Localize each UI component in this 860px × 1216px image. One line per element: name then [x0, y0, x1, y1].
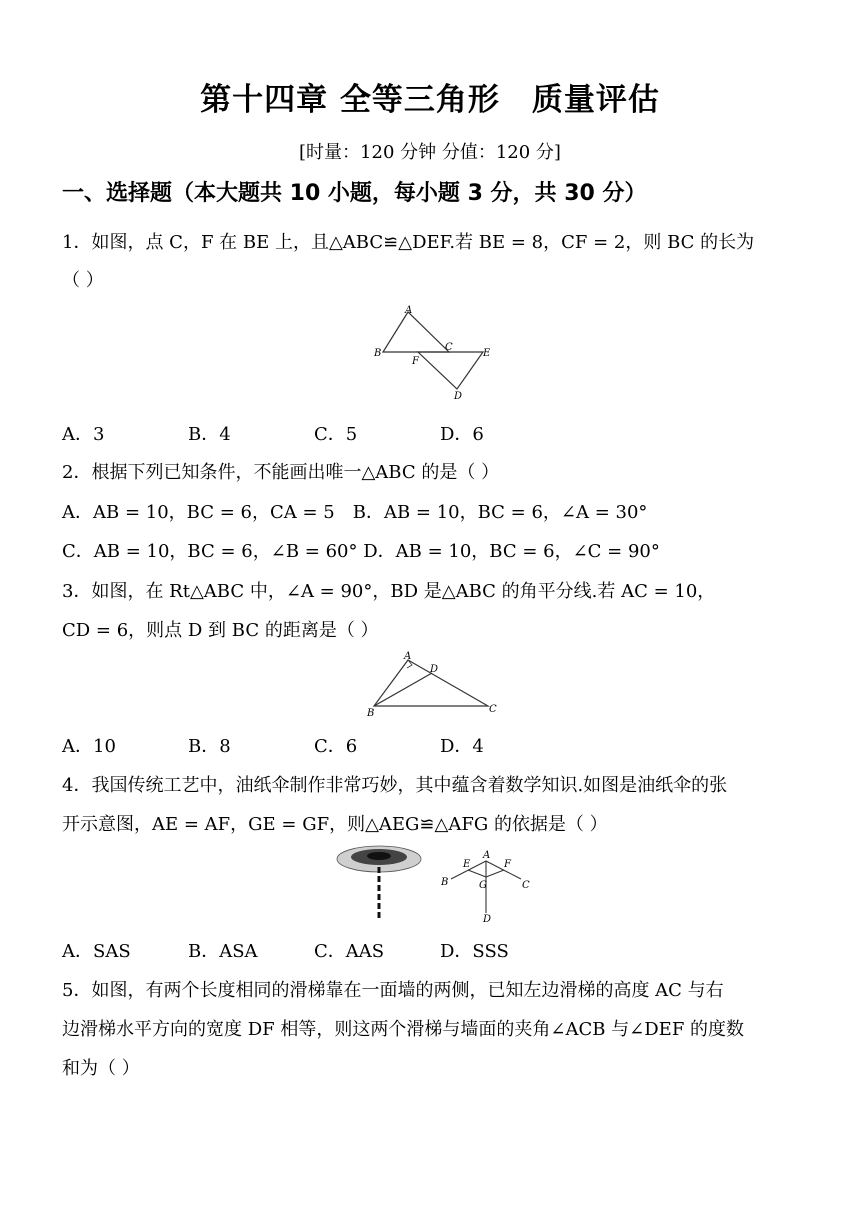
q3-figure: [362, 648, 507, 720]
exam-meta: [时量：120 分钟 分值：120 分]: [299, 142, 561, 163]
q3-stem-line2: CD = 6，则点 D 到 BC 的距离是（ ）: [62, 620, 379, 641]
q4-label-f: F: [504, 859, 511, 870]
q3-label-c: C: [489, 704, 497, 715]
q1-triangle-def: [418, 352, 483, 389]
q1-label-e: E: [483, 348, 491, 359]
q4-label-c: C: [522, 880, 530, 891]
q1-option-a[interactable]: A．3: [62, 424, 105, 445]
q4-option-a[interactable]: A．SAS: [62, 941, 131, 962]
q3-label-d: D: [430, 664, 439, 675]
q2-stem: 2．根据下列已知条件，不能画出唯一△ABC 的是（ ）: [62, 462, 500, 483]
q1-label-f: F: [412, 356, 419, 367]
q3-option-d[interactable]: D．4: [440, 736, 484, 757]
q1-option-b[interactable]: B．4: [188, 424, 231, 445]
q1-label-a: A: [405, 305, 413, 316]
q3-option-c[interactable]: C．6: [314, 736, 358, 757]
q4-label-g: G: [479, 880, 487, 891]
q3-label-a: A: [404, 651, 412, 662]
q1-label-b: B: [374, 348, 382, 359]
q3-option-a[interactable]: A．10: [62, 736, 116, 757]
q1-triangle-abc: [383, 312, 449, 352]
q4-stem-line2: 开示意图，AE = AF，GE = GF，则△AEG≌△AFG 的依据是（ ）: [62, 814, 608, 835]
q3-stem-line1: 3．如图，在 Rt△ABC 中，∠A = 90°，BD 是△ABC 的角平分线.若 AC = 10，: [62, 581, 716, 602]
q1-stem-line1: 1．如图，点 C，F 在 BE 上，且△ABC≌△DEF.若 BE = 8，CF = 2，则 BC 的长为: [62, 232, 755, 253]
q1-stem-line2: （ ）: [62, 270, 104, 291]
q5-stem-line1: 5．如图，有两个长度相同的滑梯靠在一面墙的两侧，已知左边滑梯的高度 AC 与右: [62, 980, 724, 1001]
q4-label-e: E: [463, 859, 471, 870]
q4-option-c[interactable]: C．AAS: [314, 941, 385, 962]
q2-options-row1[interactable]: A．AB = 10，BC = 6，CA = 5 B．AB = 10，BC = 6，∠A = 30°: [62, 502, 648, 523]
q2-options-row2[interactable]: C．AB = 10，BC = 6，∠B = 60° D．AB = 10，BC = 6，∠C = 90°: [62, 541, 660, 562]
q3-bisector-bd: [374, 673, 432, 706]
q1-option-c[interactable]: C．5: [314, 424, 358, 445]
q4-figure: [333, 843, 533, 923]
q4-label-d: D: [483, 914, 492, 923]
q4-option-b[interactable]: B．ASA: [188, 941, 258, 962]
q4-option-d[interactable]: D．SSS: [440, 941, 509, 962]
q1-label-d: D: [454, 391, 463, 402]
q4-label-a: A: [483, 850, 491, 861]
section-heading: 一、选择题（本大题共 10 小题，每小题 3 分，共 30 分）: [62, 181, 647, 206]
q3-option-b[interactable]: B．8: [188, 736, 231, 757]
q3-label-b: B: [367, 708, 375, 719]
q1-option-d[interactable]: D．6: [440, 424, 484, 445]
q5-stem-line3: 和为（ ）: [62, 1058, 140, 1079]
q5-stem-line2: 边滑梯水平方向的宽度 DF 相等，则这两个滑梯与墙面的夹角∠ACB 与∠DEF 的度数: [62, 1019, 745, 1040]
q1-figure: [370, 300, 505, 406]
page-title: 第十四章 全等三角形 质量评估: [200, 82, 660, 118]
q4-stem-line1: 4．我国传统工艺中，油纸伞制作非常巧妙，其中蕴含着数学知识.如图是油纸伞的张: [62, 775, 728, 796]
q4-umbrella-image: [337, 846, 421, 921]
q4-label-b: B: [441, 877, 449, 888]
q1-label-c: C: [445, 342, 453, 353]
